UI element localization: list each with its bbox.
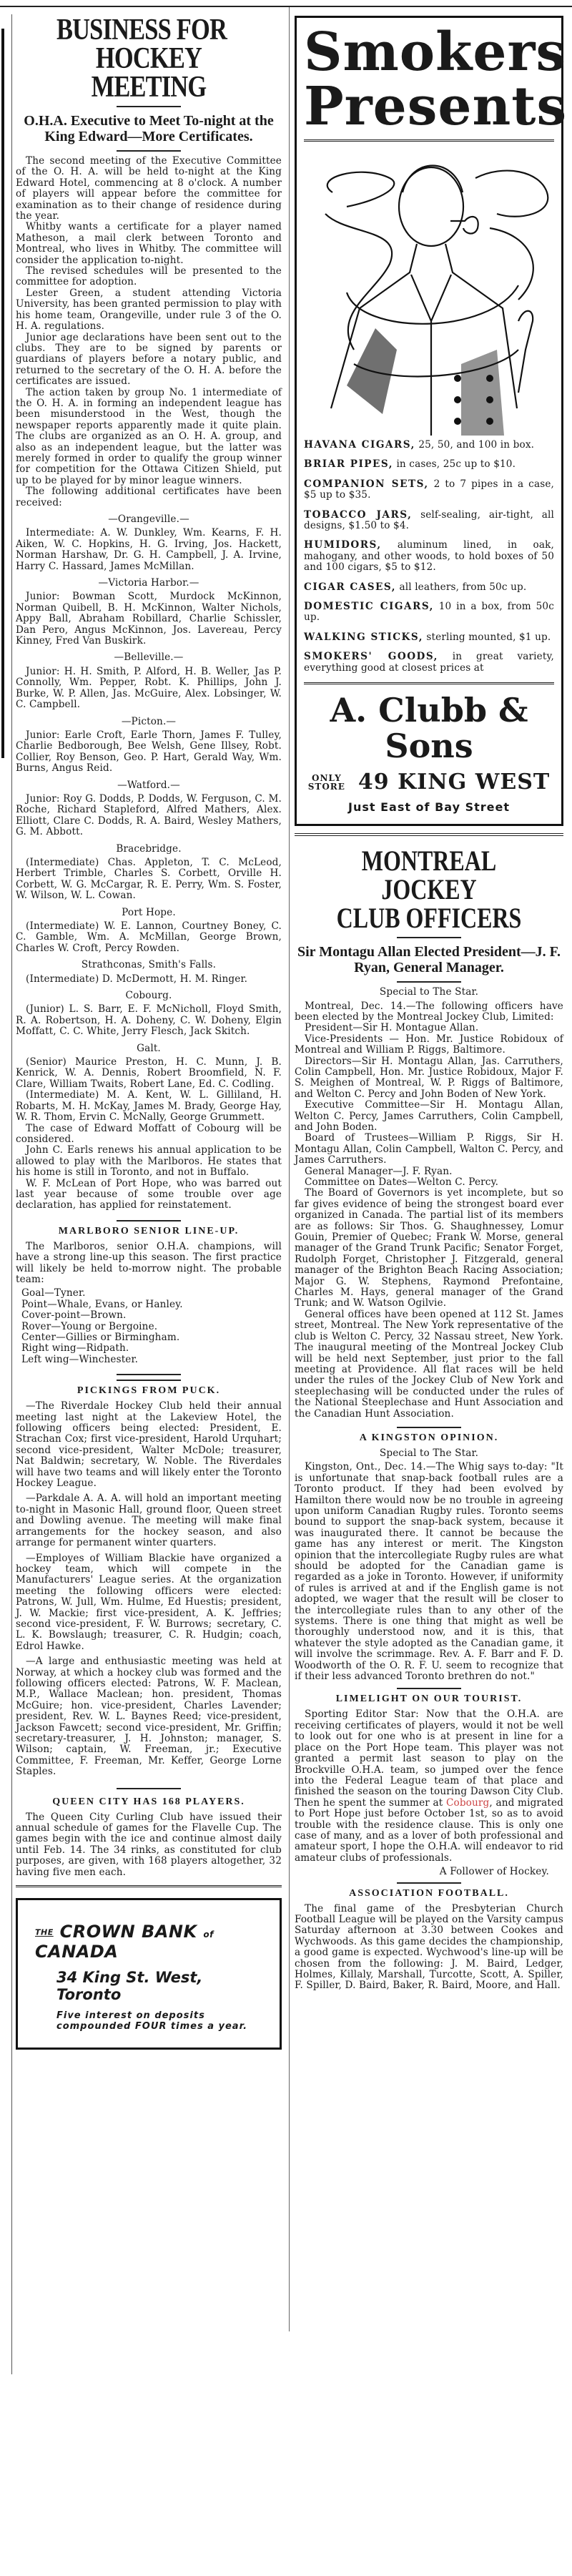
certificate-list: Junior: Bowman Scott, Murdock McKinnon, Norman Quibell, B. H. McKinnon, Walter Nichols, Appy Ball, Abraham Robillard, Charlie Schissler, Dan Pero, Angus McKinnon, Jos. Lavereau, Percy Kinney, Fred Van Buskirk.	[16, 591, 282, 647]
lineup-item: Left wing—Winchester.	[21, 1353, 139, 1365]
ad-item-desc: in great variety, everything good at closest prices at	[304, 651, 554, 674]
ad-item-desc: 10 in a box, from 50c up.	[304, 601, 554, 624]
limelight-article	[295, 1693, 563, 1877]
divider	[304, 682, 554, 687]
football-article	[295, 1888, 563, 1992]
certificate-list: (Junior) L. S. Barr, E. F. McNicholl, Floyd Smith, R. A. Robertson, H. A. Doheny, C. W. Doheny, Elgin Moffatt, C. C. White, Jerry Flesch, Jack Skitch.	[16, 1003, 282, 1038]
divider	[295, 833, 563, 838]
paragraph: The Queen City Curling Club have issued their annual schedule of games for the Flavelle Cup. The games begin with the ice and continue almost daily until Feb. 14. The 34 rinks, as constituted for club purposes, are given, with 168 players altogether, 32 having five men each.	[16, 1811, 282, 1878]
paragraph: General offices have been opened at 112 St. James street, Montreal. The New York representative of the club is Welton C. Percy, 32 Nassau street, New York. The inaugural meeting of the Montreal Jockey Club will be held next September, just prior to the fall meeting at Providence. All flat races will be held under the rules of the Jockey Club of New York and steeplechasing will be conducted under the rules of the National Steeplechase and Hunt Association and the Canadian Hunt Association.	[295, 1308, 563, 1420]
town-heading: —Victoria Harbor.—	[98, 577, 199, 589]
man-smoking-pipe-icon	[304, 149, 558, 436]
paragraph: W. F. McLean of Port Hope, who was barred out last year because of some trouble over age declaration, has applied for reinstatement.	[16, 1177, 282, 1211]
paragraph: Directors—Sir H. Montagu Allan, Jas. Carruthers, Colin Campbell, Hon. Mr. Justice Robidoux, Major F. S. Meighen of Montreal, W. P. Riggs of Baltimore, and Welton C. Percy and John Boden of New York.	[295, 1055, 563, 1100]
section-heading: LIMELIGHT ON OUR TOURIST.	[335, 1693, 523, 1705]
paragraph: —The Riverdale Hockey Club held their annual meeting last night at the Lakeview Hotel, the following officers being elected: President, E. Strachan Cox; first vice-president, Harold Urquhart; second vice-president, Walter McDole; treasurer, Nat Baldwin; secretary, W. Noble. The Riverdales will have two teams and will likely enter the Toronto Hockey League.	[16, 1400, 282, 1490]
ad-item	[304, 601, 554, 624]
town-heading: —Picton.—	[121, 715, 177, 727]
store-name: A. Clubb & Sons	[330, 691, 528, 766]
bank-country: CANADA	[35, 1942, 119, 1962]
ad-item	[304, 459, 554, 470]
ad-item-name: HUMIDORS,	[304, 539, 382, 551]
letter-signature: A Follower of Hockey.	[439, 1866, 549, 1878]
lineup-item: Cover-point—Brown.	[21, 1309, 127, 1322]
section-heading: QUEEN CITY HAS 168 PLAYERS.	[52, 1796, 245, 1807]
lineup-item: Point—Whale, Evans, or Hanley.	[21, 1298, 183, 1310]
section-heading: MARLBORO SENIOR LINE-UP.	[58, 1225, 240, 1237]
town-heading: Cobourg.	[125, 990, 172, 1002]
certificate-list: Intermediate: A. W. Dunkley, Wm. Kearns, F. H. Aiken, W. C. Hopkins, H. G. Irving, Jos. Hackett, Norman Harshaw, Dr. G. H. Campbell, J. A. Irvine, Harry C. Hassard, James McMillan.	[16, 527, 282, 572]
lineup-list	[16, 1288, 282, 1365]
bank-note: Five interest on deposits compounded FOUR times a year.	[56, 2010, 248, 2032]
column-divider	[289, 7, 290, 2331]
section-heading: A KINGSTON OPINION.	[359, 1432, 499, 1443]
paragraph: The case of Edward Moffatt of Cobourg will be considered.	[16, 1122, 282, 1145]
paragraph: The second meeting of the Executive Committee of the O. H. A. will be held to-night at the King Edward Hotel, commencing at 8 o'clock. A number of players will appear before the committee for examination as to their change of residence during the year.	[16, 155, 282, 222]
man-smoking-pipe-illustration	[304, 149, 554, 436]
ad-item-name: TOBACCO JARS,	[304, 508, 413, 521]
jockey-club-article	[295, 847, 563, 1420]
ad-item	[304, 632, 554, 643]
section-heading: PICKINGS FROM PUCK.	[77, 1385, 221, 1397]
certificate-list: (Intermediate) Chas. Appleton, T. C. McLeod, Herbert Trimble, Charles S. Corbett, Orville H. Corbett, W. G. McCargar, R. E. Perry, Wm. S. Foster, W. Wilson, W. L. Cowan.	[16, 856, 282, 902]
paragraph: Board of Trustees—William P. Riggs, Sir H. Montagu Allan, Colin Campbell, Walton C. Percy, and James Carruthers.	[295, 1132, 563, 1166]
divider	[117, 1380, 181, 1381]
left-column	[16, 16, 282, 2050]
ad-item	[304, 510, 554, 532]
ad-item-name: COMPANION SETS,	[304, 478, 429, 490]
paragraph: The following additional certificates have been received:	[16, 486, 282, 508]
store-address: 49 KING WEST	[358, 770, 551, 795]
paragraph: —Employes of William Blackie have organized a hockey team, which will compete in the Manufacturers' League series. At the organization meeting the following officers were elected: Patrons, W. Jull, Wm. Hulme, Ed Huestis; president, J. W. Mackie; first vice-president, A. K. Jeffries; second vice-president, F. W. Burrows; secretary, C. L. K. Bowslaugh; treasurer, C. R. Hudgin; coach, Edrol Hawke.	[16, 1552, 282, 1652]
certificate-list: (Intermediate) W. E. Lannon, Courtney Boney, C. C. Gamble, Wm. A. McMillan, George Brown, Charles W. Croft, Percy Rowden.	[16, 920, 282, 954]
store-address-row	[304, 770, 554, 795]
paragraph: The action taken by group No. 1 intermediate of the O. H. A. in forming an independent league has been misunderstood in the West, though the newspaper reports apparently made it quite plain. The clubs are organized as an O. H. A. group, and also as an independent league, but the latter was merely formed in order to qualify the group winner for competition for the Ottawa Citizen Shield, put up to be played for by minor league winners.	[16, 386, 282, 486]
headline-line-2: CLUB OFFICERS	[336, 902, 522, 935]
store-directions: Just East of Bay Street	[348, 800, 510, 815]
ad-item-desc: all leathers, from 50c up.	[399, 581, 527, 593]
hockey-meeting-article	[16, 16, 282, 1211]
divider	[397, 981, 461, 983]
smokers-presents-advertisement	[295, 16, 568, 826]
letter-text: Sporting Editor Star: Now that the O.H.A. are receiving certificates of players, would it not be well to look out for one who is at present in line for a place on the Port Hope team. This player was not granted a permit last season to play on the Brockville O.H.A. team, so jumped over the fence into the Federal League team of that place and finished the season on the touring Dawson City Club. Then he spent the summer at	[295, 1709, 563, 1809]
town-heading: Strathconas, Smith's Falls.	[81, 959, 217, 971]
headline-line-2: HOCKEY MEETING	[91, 42, 207, 104]
highlighted-word: Cobourg	[445, 1796, 490, 1809]
paragraph: President—Sir H. Montague Allan.	[305, 1022, 479, 1034]
ad-item-name: WALKING STICKS,	[304, 631, 423, 643]
town-heading: —Watford.—	[117, 779, 180, 791]
paragraph: The Marlboros, senior O.H.A. champions, will have a strong line-up this season. The first practice will likely be held to-morrow night. The probable team:	[16, 1240, 282, 1285]
ad-item-desc: self-sealing, air-tight, all designs, $1.50 to $4.	[304, 508, 554, 532]
ad-title-line-2: Presents	[304, 76, 568, 137]
crown-bank-advertisement	[16, 1898, 282, 2050]
certificate-list: (Intermediate) D. McDermott, H. M. Ringer.	[26, 973, 248, 985]
town-heading: Galt.	[137, 1042, 161, 1054]
lineup-item: Center—Gillies or Birmingham.	[21, 1332, 180, 1343]
divider	[397, 1882, 461, 1884]
ad-item	[304, 540, 554, 573]
certificate-list: Junior: H. H. Smith, P. Alford, H. B. Weller, Jas P. Connolly, Wm. Pepper, Robt. K. Phillips, John J. Burke, W. P. Allen, Jas. McGuire, Alex. Lobsinger, W. C. Campbell.	[16, 665, 282, 711]
store-label: STORE	[307, 781, 345, 792]
ad-item-desc: sterling mounted, $1 up.	[426, 631, 551, 643]
pickings-article	[16, 1385, 282, 1777]
paragraph: Committee on Dates—Welton C. Percy.	[305, 1176, 499, 1188]
certificate-list: (Intermediate) M. A. Kent, W. L. Gilliland, H. Robarts, M. H. McKay, James M. Brady, George Hay, W. R. Thom, Ervin C. McNally, George Grummett.	[16, 1089, 282, 1124]
paragraph: Lester Green, a student attending Victoria University, has been granted permission to play with his home team, Orangeville, under rule 3 of the O. H. A. regulations.	[16, 287, 282, 333]
town-heading: —Orangeville.—	[108, 513, 189, 525]
paragraph: Montreal, Dec. 14.—The following officers have been elected by the Montreal Jockey Club, Limited:	[295, 1000, 563, 1023]
paragraph: John C. Earls renews his annual application to be allowed to play with the Marlboros. He states that his home is still in Toronto, and not in Buffalo.	[16, 1144, 282, 1179]
ad-item	[304, 440, 554, 451]
subheadline: O.H.A. Executive to Meet To-night at the King Edward—More Certificates.	[24, 113, 274, 144]
ad-item-desc: in cases, 25c up to $10.	[396, 458, 516, 471]
ad-title-line-1: Smokers	[304, 21, 567, 83]
divider	[117, 1788, 181, 1789]
letter-text: , and migrated to Port Hope just before October 1st, so as to avoid trouble with the residence clause. This is only one case of many, and as a lover of both professional and amateur sport, I hope the O.H.A. will endeavor to rid amateur clubs of professionals.	[295, 1796, 563, 1864]
ad-item	[304, 652, 554, 674]
marlboro-article	[16, 1226, 282, 1365]
bank-the: THE	[35, 1927, 54, 1937]
ad-item	[304, 582, 554, 593]
bank-address: 34 King St. West, Toronto	[56, 1969, 203, 2004]
divider	[397, 1688, 461, 1689]
divider	[304, 139, 554, 144]
paragraph: The Board of Governors is yet incomplete, but so far gives evidence of being the strongest board ever organized in Canada. The partial list of its members are as follows: Sir Thos. G. Shaughnessey, Lomur Gouin, Premier of Quebec; Frank W. Morse, general manager of the Grand Trunk Pacific; Senator Forget, Rudolph Forget, Christopher J. Fitzgerald, general manager of the Brighton Beach Racing Association; Major G. W. Stephens, Raymond Prefontaine, Charles M. Hays, general manager of the Grand Trunk; and W. Watson Ogilvie.	[295, 1187, 563, 1309]
kingston-article	[295, 1432, 563, 1683]
ad-item-desc: 25, 50, and 100 in box.	[418, 439, 535, 451]
paragraph: Kingston, Ont., Dec. 14.—The Whig says to-day: "It is unfortunate that snap-back football rules are a Toronto product. If they had been evolved by Hamilton there would now be no trouble in agreeing upon uniform Canadian Rugby rules. Toronto seems bound to support the snap-back system, because it was inaugurated there. It cannot be because the game has any interest or merit. The Kingston opinion that the intercollegiate Rugby rules are what should be adopted for the Canadian game is regarded as a joke in Toronto. However, if uniformity of rules is arrived at and if the English game is not adopted, we wager that the result will be closer to the intercollegiate rules than to any other of the systems. There is one thing that might as well be thoroughly understood now, and it is this, that whatever the style adopted as the Canadian game, it will involve the scrimmage. Rev. A. F. Barr and F. D. Woodworth of the O. R. F. U. seem to recognize that if their less advanced Toronto brethren do not."	[295, 1461, 563, 1683]
ad-item-name: HAVANA CIGARS,	[304, 439, 415, 451]
bank-name-text: CROWN BANK	[59, 1922, 197, 1942]
paragraph: —A large and enthusiastic meeting was held at Norway, at which a hockey club was formed and the following officers elected: Patrons, W. F. Maclean, M.P., Wallace Maclean; hon. president, Thomas McGuire; hon. vice-president, Charles Lavender; president, Rev. W. L. Baynes Reed; vice-president, Jackson Fawcett; second vice-president, Mr. Griffin; secretary-treasurer, J. H. Johnston; manager, S. Wilson; captain, W. Freeman, jr.; Executive Committee, F. Freeman, Mr. Keffer, George Lorne Staples.	[16, 1656, 282, 1778]
divider	[117, 1220, 181, 1221]
divider	[16, 1885, 282, 1889]
divider	[397, 937, 461, 938]
subheadline: Sir Montagu Allan Elected President—J. F. Ryan, General Manager.	[297, 944, 561, 976]
paragraph: General Manager—J. F. Ryan.	[305, 1165, 453, 1177]
queen-city-article	[16, 1796, 282, 1878]
only-store-label	[308, 774, 345, 791]
paragraph: Junior age declarations have been sent out to the clubs. They are to be signed by parents or guardians of players before a notary public, and returned to the secretary of the O. H. A. before the certificates are issued.	[16, 331, 282, 388]
lineup-item: Right wing—Ridpath.	[21, 1342, 129, 1355]
divider	[117, 150, 181, 152]
divider	[117, 1374, 181, 1375]
headline-line-1: MONTREAL JOCKEY	[361, 845, 497, 906]
paragraph: —Parkdale A. A. A. will hold an important meeting to-night in Masonic Hall, ground floor, Queen street and Dowling avenue. The meeting will make final arrangements for the hockey season, and also arrange for permanent winter quarters.	[16, 1493, 282, 1549]
ad-item-name: BRIAR PIPES,	[304, 458, 393, 471]
paragraph: The revised schedules will be presented to the committee for adoption.	[16, 265, 282, 288]
left-column-rule	[11, 14, 12, 2374]
page-left-edge	[1, 29, 4, 758]
ad-item-name: CIGAR CASES,	[304, 581, 396, 593]
lineup-item: Rover—Young or Bergoine.	[21, 1320, 158, 1332]
only-label: ONLY	[311, 772, 342, 783]
headline-line-1: BUSINESS FOR	[56, 14, 227, 46]
section-heading: ASSOCIATION FOOTBALL.	[349, 1887, 509, 1899]
ad-item-name: SMOKERS' GOODS,	[304, 651, 438, 663]
ad-item	[304, 479, 554, 501]
lineup-item: Goal—Tyner.	[21, 1287, 86, 1299]
ad-item-desc: 2 to 7 pipes in a case, $5 up to $35.	[304, 478, 554, 501]
dateline-special: Special to The Star.	[379, 1447, 479, 1459]
dateline-special: Special to The Star.	[379, 986, 479, 998]
town-heading: Bracebridge.	[116, 842, 182, 855]
paragraph: The final game of the Presbyterian Church Football League will be played on the Varsity campus Saturday afternoon at 3.30 between Cookes and Wychwoods. As this game decides the championship, a good game is expected. Wychwood's line-up will be chosen from the following: J. M. Baird, Ledger, Holmes, Killaly, Marshall, Turcotte, Scott, A. Spiller, F. Spiller, D. Baird, Baker, R. Baird, Moore, and Hall.	[295, 1902, 563, 1992]
paragraph: Whitby wants a certificate for a player named Matheson, a mail clerk between Toronto and Montreal, who lives in Whitby. The committee will consider the application to-night.	[16, 221, 282, 266]
paragraph	[295, 1709, 563, 1864]
right-column	[295, 16, 568, 1992]
bank-of: of	[203, 1929, 214, 1940]
bank-name	[35, 1922, 262, 1962]
town-heading: —Belleville.—	[114, 652, 184, 664]
divider	[117, 106, 181, 107]
certificate-list: Junior: Earle Croft, Earle Thorn, James F. Tulley, Charlie Bedborough, Bee Welsh, Gene Illsey, Robt. Collier, Roy Benson, Geo. P. Hart, Gerald Way, Wm. Burns, Angus Reid.	[16, 729, 282, 775]
paragraph: Vice-Presidents — Hon. Mr. Justice Robidoux of Montreal and William P. Riggs, Baltimore.	[295, 1033, 563, 1056]
ad-item-desc: aluminum lined, in oak, mahogany, and other woods, to hold boxes of 50 and 100 cigars, $5 to $12.	[304, 539, 554, 574]
town-heading: Port Hope.	[122, 906, 176, 918]
paragraph: Executive Committee—Sir H. Montagu Allan, Welton C. Percy, James Carruthers, Colin Campbell, and John Boden.	[295, 1099, 563, 1133]
ad-item-name: DOMESTIC CIGARS,	[304, 601, 434, 613]
divider	[397, 1427, 461, 1428]
certificate-list: Junior: Roy G. Dodds, P. Dodds, W. Ferguson, C. M. Roche, Richard Stapleford, Alfred Mathers, Alex. Elliott, Clare C. Dodds, R. A. Baird, Wesley Mathers, G. M. Abbott.	[16, 792, 282, 838]
page-top-rule	[0, 6, 572, 7]
certificate-list: (Senior) Maurice Preston, H. C. Munn, J. B. Kenrick, W. A. Dennis, Robert Broomfield, N. F. Clare, William Twaits, Robert Lane, Ed. C. Codling.	[16, 1056, 282, 1090]
